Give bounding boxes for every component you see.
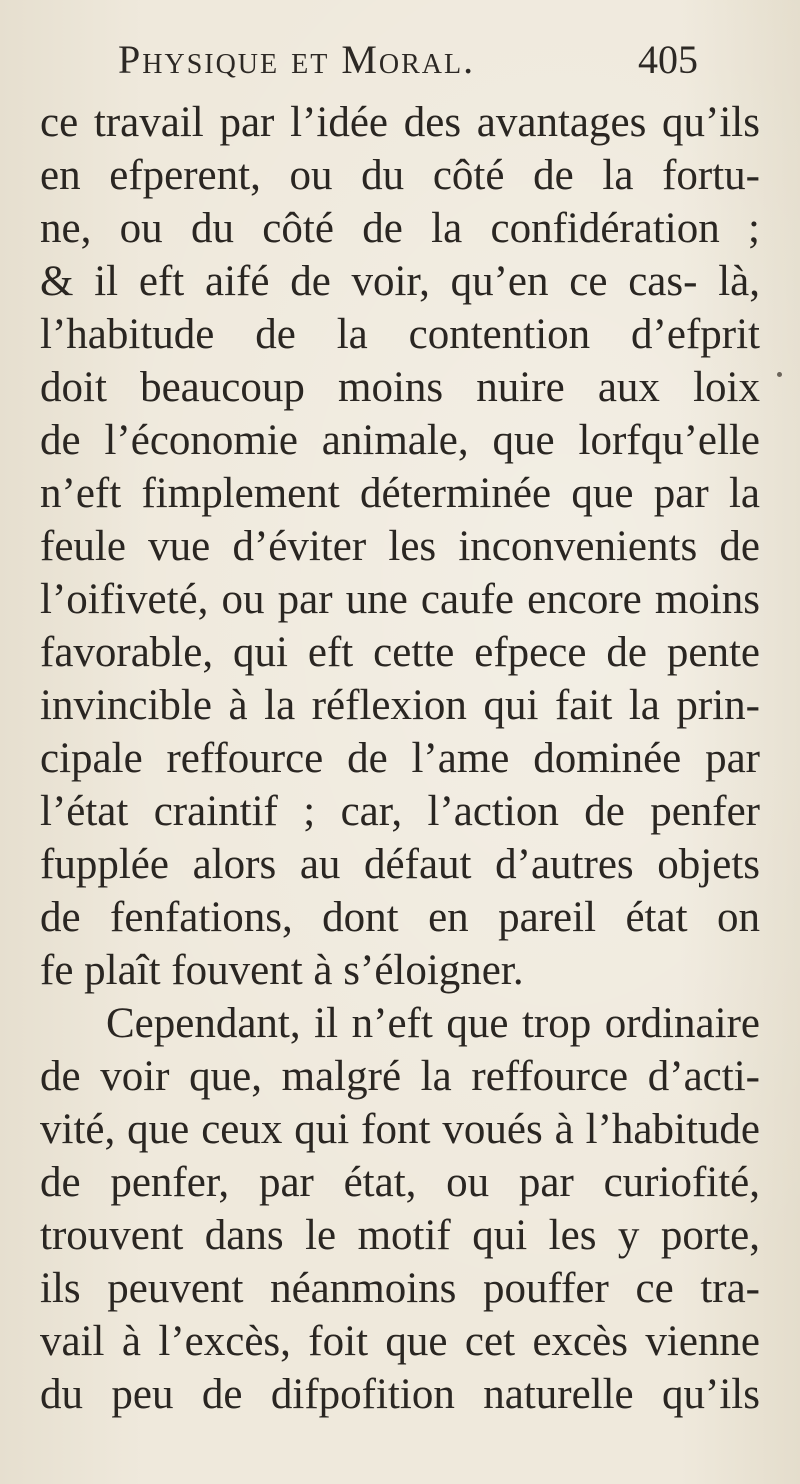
text-line: l’oifiveté, ou par une caufe encore moins: [40, 576, 760, 623]
text-line: vité, que ceux qui font voués à l’habitude: [40, 1106, 760, 1153]
text-line: & il eft aifé de voir, qu’en ce cas- là,: [40, 258, 760, 305]
text-line: favorable, qui eft cette efpece de pente: [40, 629, 760, 676]
text-line: vail à l’excès, foit que cet excès vienne: [40, 1318, 760, 1365]
text-line: invincible à la réflexion qui fait la prin-: [40, 682, 760, 729]
text-line: cipale reffource de l’ame dominée par: [40, 735, 760, 782]
text-line: en efperent, ou du côté de la fortu-: [40, 152, 760, 199]
text-line: feule vue d’éviter les inconvenients de: [40, 523, 760, 570]
ink-speck: [777, 372, 782, 377]
page-number: 405: [638, 37, 698, 82]
running-title: Physique et Moral.: [118, 37, 476, 82]
text-line: doit beaucoup moins nuire aux loix: [40, 364, 760, 411]
paragraph-start-line: Cependant, il n’eft que trop ordinaire: [106, 1000, 760, 1047]
text-line: ne, ou du côté de la confidération ;: [40, 205, 760, 252]
text-line: du peu de difpofition naturelle qu’ils: [40, 1371, 760, 1418]
text-line: l’habitude de la contention d’efprit: [40, 311, 760, 358]
text-line: de l’économie animale, que lorfqu’elle: [40, 417, 760, 464]
text-line: de voir que, malgré la reffource d’acti-: [40, 1053, 760, 1100]
text-line: trouvent dans le motif qui les y porte,: [40, 1212, 760, 1259]
text-line: de fenfations, dont en pareil état on: [40, 894, 760, 941]
text-line: ce travail par l’idée des avantages qu’ils: [40, 99, 760, 146]
text-line: l’état craintif ; car, l’action de penfer: [40, 788, 760, 835]
page-header: [118, 36, 698, 88]
text-line: fupplée alors au défaut d’autres objets: [40, 841, 760, 888]
text-line: n’eft fimplement déterminée que par la: [40, 470, 760, 517]
body-text: [40, 96, 760, 1421]
text-line: de penfer, par état, ou par curiofité,: [40, 1159, 760, 1206]
paragraph-end-line: fe plaît fouvent à s’éloigner.: [40, 947, 524, 994]
text-line: ils peuvent néanmoins pouffer ce tra-: [40, 1265, 760, 1312]
